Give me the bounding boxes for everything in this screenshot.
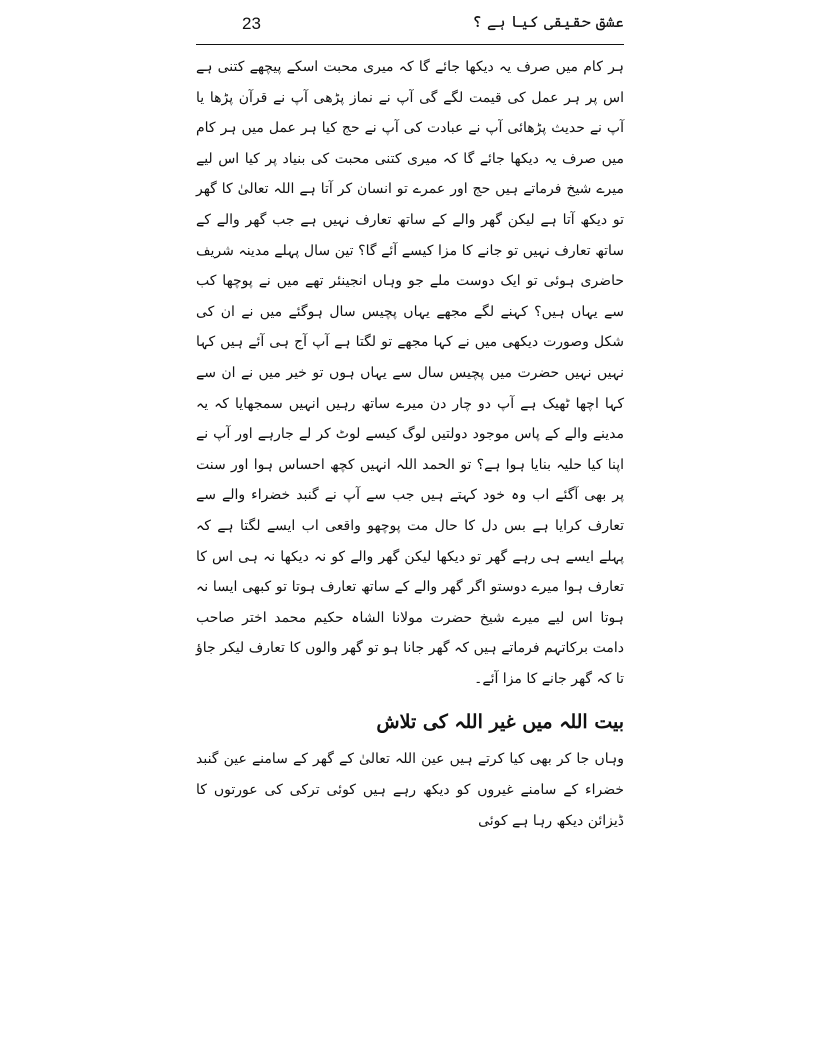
body-text [196, 52, 624, 836]
paragraph: وہاں جا کر بھی کیا کرتے ہیں عین اللہ تعالیٰ کے گھر کے سامنے عین گنبد خضراء کے سامنے غیروں کو دیکھ رہے ہیں کوئی ترکی کی عورتوں کا ڈیزائن دیکھ رہا ہے کوئی [196, 751, 624, 829]
paragraph: ہر کام میں صرف یہ دیکھا جائے گا کہ میری محبت اسکے پیچھے کتنی ہے اس پر ہر عمل کی قیمت لگے گی آپ نے نماز پڑھی آپ نے قرآن پڑھا یا آپ نے حدیث پڑھائی آپ نے عبادت کی آپ نے حج کیا ہر عمل میں ہر کام میں صرف یہ دیکھا جائے گا کہ میری کتنی محبت کی بنیاد پر کیا اس لیے میرے شیخ فرماتے ہیں حج اور عمرے تو انسان کر آتا ہے اللہ تعالیٰ کا گھر تو دیکھ آتا ہے لیکن گھر والے کے ساتھ تعارف نہیں ہے جب گھر والے کے ساتھ تعارف نہیں تو جانے کا مزا کیسے آئے گا؟ تین سال پہلے مدینہ شریف حاضری ہوئی تو ایک دوست ملے جو وہاں انجینئر تھے میں نے پوچھا کب سے یہاں ہیں؟ کہنے لگے مجھے یہاں پچیس سال ہوگئے میں نے ان کی شکل وصورت دیکھی میں نے کہا مجھے تو لگتا ہے آپ آج ہی آئے ہیں کہا نہیں نہیں حضرت میں پچیس سال سے یہاں ہوں تو خیر میں نے ان سے کہا اچھا ٹھیک ہے آپ دو چار دن میرے ساتھ رہیں انہیں سمجھایا کہ یہ مدینے والے کے پاس موجود دولتیں لوگ کیسے لوٹ کر لے جارہے اور آپ نے اپنا کیا حلیہ بنایا ہوا ہے؟ تو الحمد اللہ انہیں کچھ احساس ہوا اور سنت پر بھی آگئے اب وہ خود کہتے ہیں جب سے آپ نے گنبد خضراء والے سے تعارف کرایا ہے بس دل کا حال مت پوچھو واقعی اب ایسے لگتا ہے کہ پہلے ایسے ہی رہے گھر تو دیکھا لیکن گھر والے کو نہ دیکھا نہ ہی اس کا تعارف ہوا میرے دوستو اگر گھر والے کے ساتھ تعارف ہوتا تو کبھی ایسا نہ ہوتا اس لیے میرے شیخ حضرت مولانا الشاہ حکیم محمد اختر صاحب دامت برکاتہم فرماتے ہیں کہ گھر جانا ہو تو گھر والوں کا تعارف لیکر جاؤ تا کہ گھر جانے کا مزا آئے۔ [196, 59, 624, 687]
page-number: 23 [242, 14, 261, 33]
running-title: عشق حقیقی کیا ہے ؟ [472, 12, 624, 31]
header-divider [196, 44, 624, 45]
section-heading: بیت اللہ میں غیر اللہ کی تلاش [376, 711, 624, 734]
page-header [196, 10, 624, 42]
